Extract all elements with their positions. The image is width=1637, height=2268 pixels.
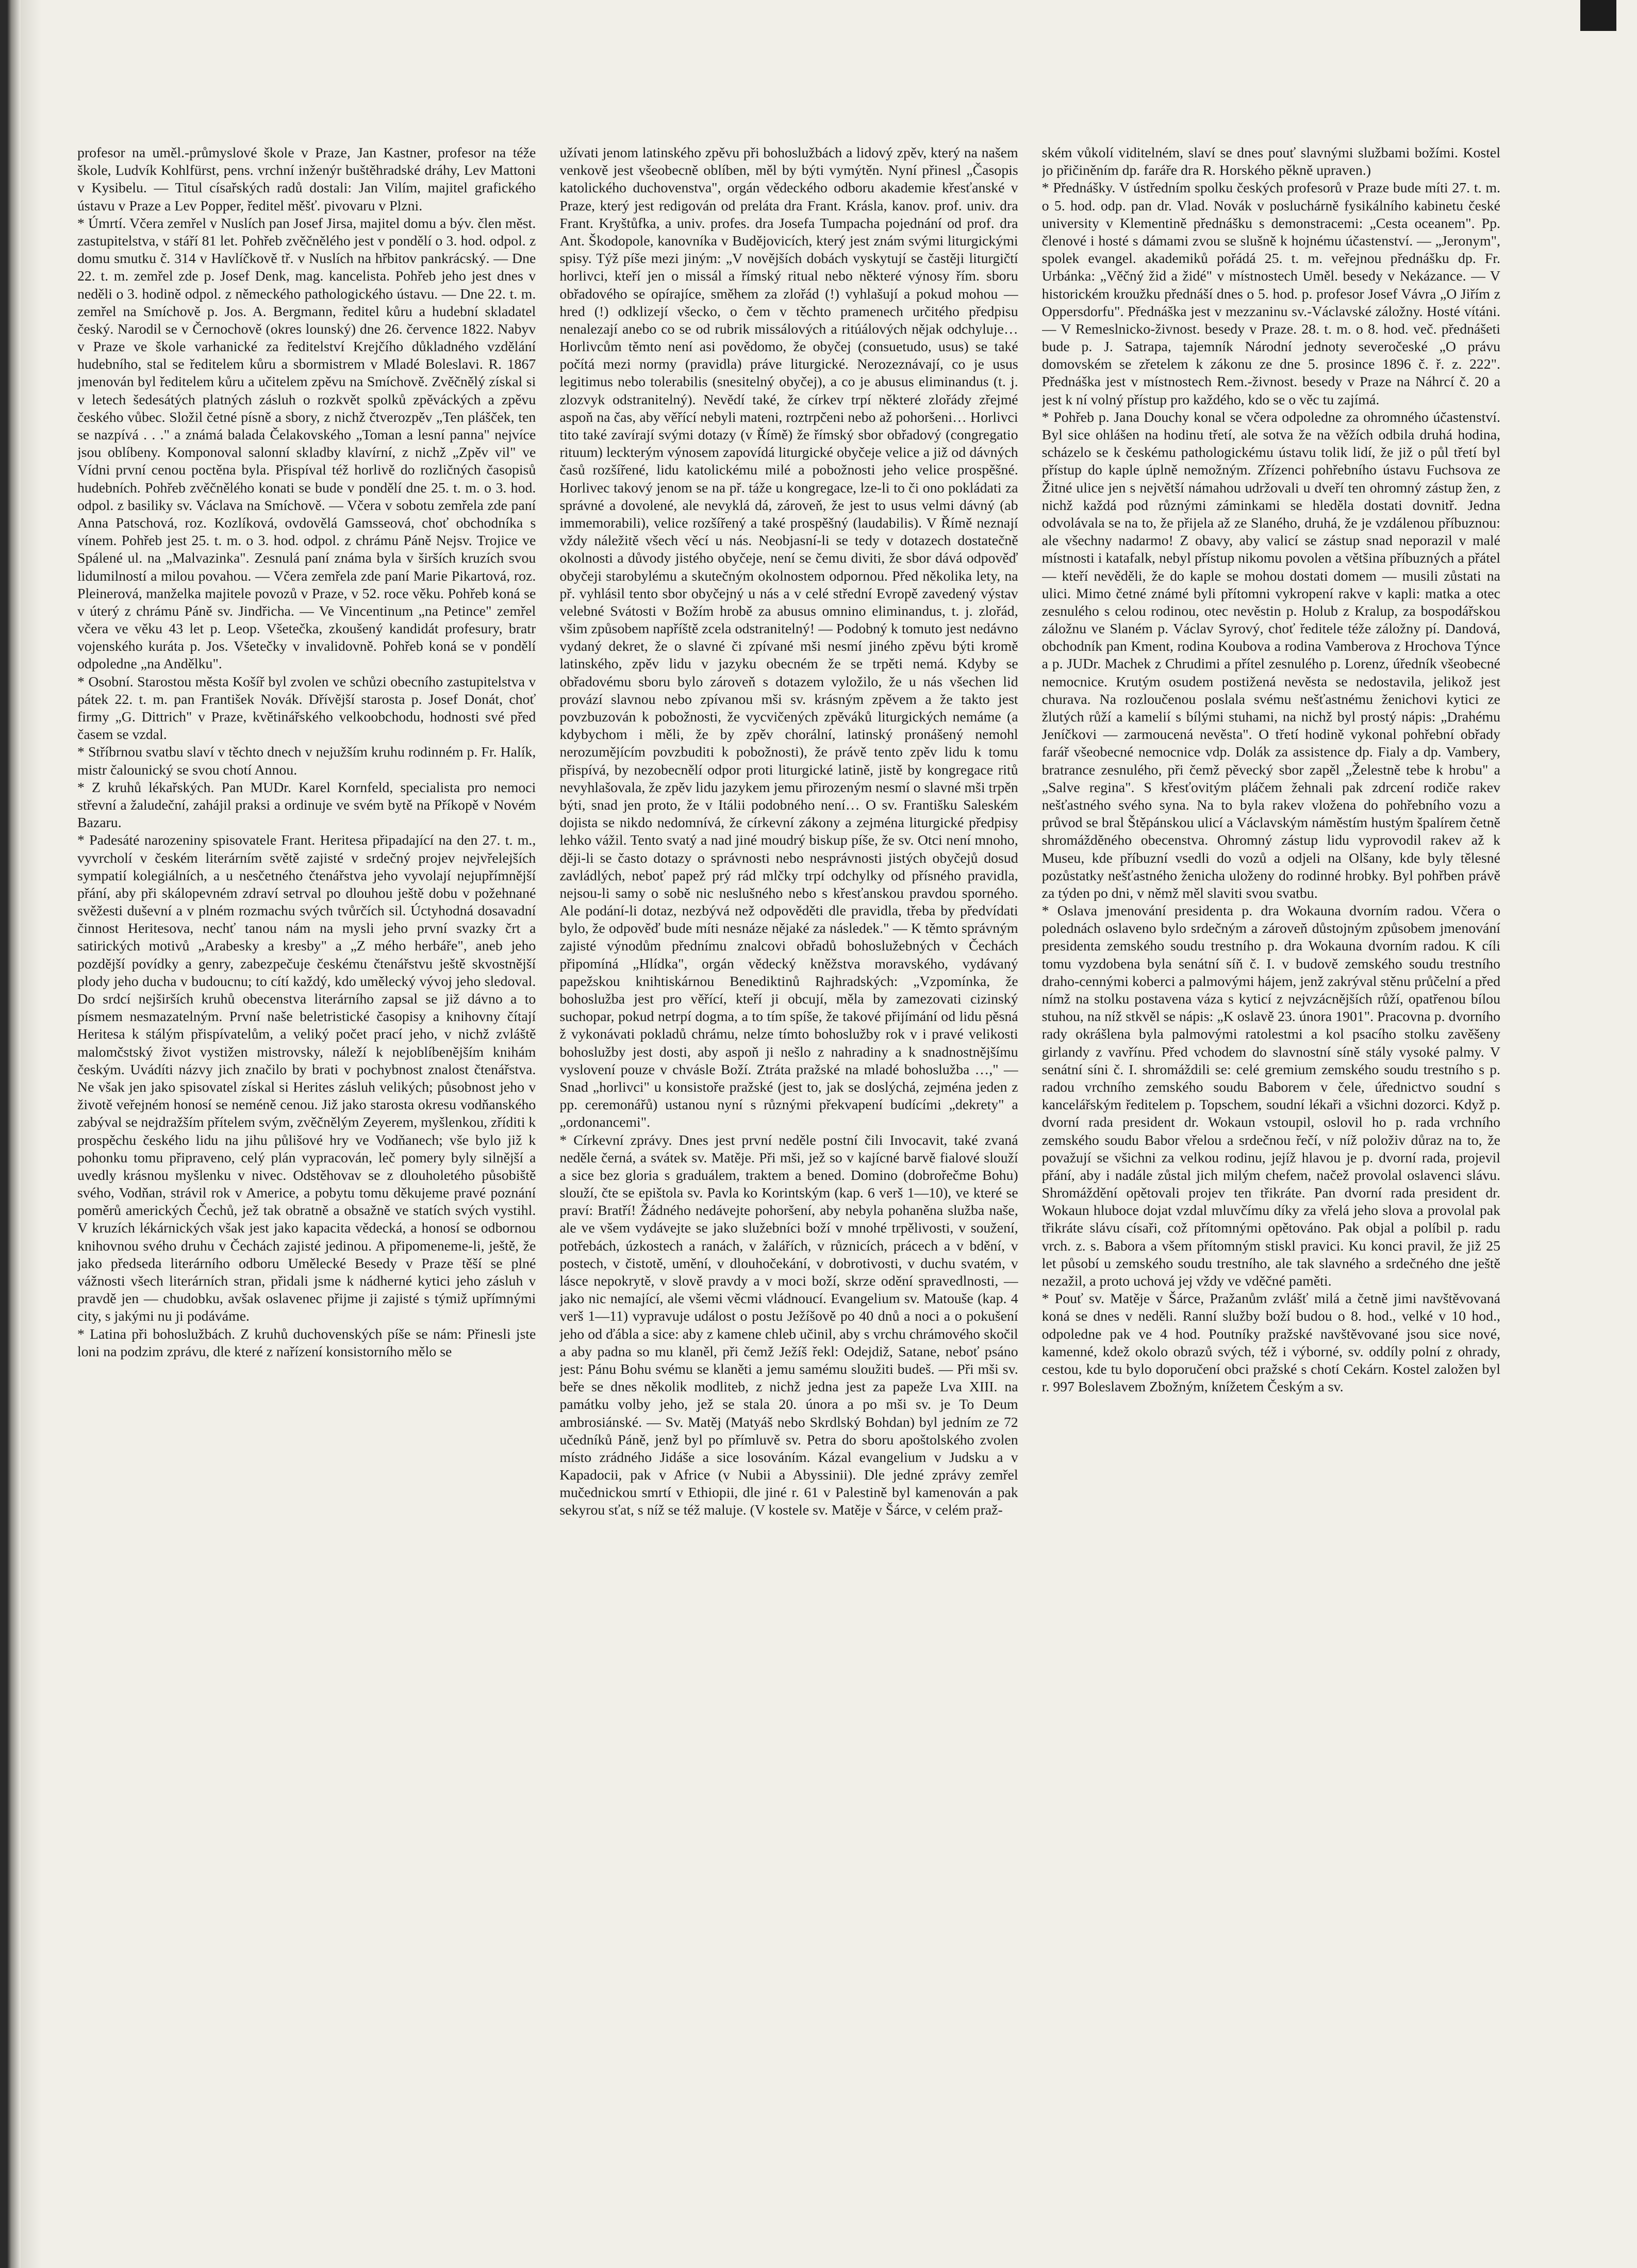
paragraph: ském vůkolí viditelném, slaví se dnes pouť slavnými službami božími. Kostel jo přičiněním dp. faráře dra R. Horského pěkně upraven.): [1041, 145, 1500, 179]
paragraph: profesor na uměl.-průmyslové škole v Praze, Jan Kastner, profesor na téže škole, Ludvík Kohlfürst, pens. vrchní inženýr buštěhradské dráhy, Lev Mattoni v Kysibelu. — Titul císařských radů dostali: Jan Vilím, majitel grafického ústavu v Praze a Lev Popper, ředitel měšť. pivovaru v Plzni.: [77, 145, 536, 214]
paragraph-pout-sv-mateje: * Pouť sv. Matěje v Šárce, Pražanům zvlášť milá a četně jimi navštěvovaná koná se dnes v neděli. Ranní služby boží budou o 8. hod., velké v 10 hod., odpoledne pak ve 4 hod. Poutníky pražské navštěvované jsou sice nové, kamenné, kdež okolo obrazů svých, též i výborné, sv. oddíly polní z ohrady, cestou, kde tu bylo doporučení obci pražské s chotí Cekárn. Kostel založen byl r. 997 Boleslavem Zbožným, knížetem Českým a sv.: [1041, 1291, 1500, 1395]
text-column-3: [1042, 144, 1500, 2119]
paragraph-z-kruhu-lekarskych: * Z kruhů lékařských. Pan MUDr. Karel Kornfeld, specialista pro nemoci střevní a žaludeční, zahájil praksi a ordinuje ve svém bytě na Příkopě v Novém Bazaru.: [77, 779, 536, 831]
paragraph-latina: * Latina při bohoslužbách. Z kruhů duchovenských píše se nám: Přinesli jste loni na podzim zprávu, dle které z nařízení konsistorního mělo se: [77, 1326, 536, 1360]
paragraph-prednasky: * Přednášky. V ústředním spolku českých profesorů v Praze bude míti 27. t. m. o 5. hod. odp. pan dr. Vlad. Novák v posluchárně fysikálního kabinetu české university v Klementině přednášku s demonstracemi: „Cesta oceanem". Pp. členové i hosté s dámami zvou se slušně k hojnému účastenství. — „Jeronym", spolek evangel. akademiků pořádá 25. t. m. veřejnou přednášku dp. Fr. Urbánka: „Věčný žid a židé" v místnostech Uměl. besedy v Nekázance. — V historickém kroužku přednáší dnes o 5. hod. p. profesor Josef Vávra „O Jiřím z Oppersdorfu". Přednáška jest v mezzaninu sv.-Václavské záložny. Hosté vítáni. — V Remeslnicko-živnost. besedy v Praze. 28. t. m. o 8. hod. več. přednášeti bude p. J. Satrapa, tajemník Národní jednoty severočeské „O právu domovském se zřetelem k zákonu ze dne 5. prosince 1896 č. ř. z. 222". Přednáška jest v místnostech Rem.-živnost. besedy v Praze na Náhrcí č. 20 a jest k ní volný přístup pro každého, kdo se o věc tu zajímá.: [1041, 180, 1500, 408]
page-fold-shadow: [21, 0, 41, 2268]
text-column-1: [77, 144, 536, 2119]
paragraph-pohreb: * Pohřeb p. Jana Douchy konal se včera odpoledne za ohromného účastenství. Byl sice ohlášen na hodinu třetí, ale sotva že na věžích odbila druhá hodina, scházelo se k českému pathologickému ústavu tolik lidí, že již o půl třetí byl přístup do kaple úplně nemožným. Zřízenci pohřebního ústavu Fuchsova ze Žitné ulice jen s největší námahou udržovali u dveří ten ohromný zástup žen, z nichž každá pod různými záminkami se hleděla dostati dovnitř. Jedna odvolávala se na to, že přijela až ze Slaného, druhá, že je vzdálenou příbuznou: ale všechny nadarmo! Z obavy, aby valicí se zástup snad neporazil v malé místnosti i katafalk, nebyl přístup nikomu povolen a většina příbuzných a přátel — kteří nevěděli, že do kaple se mohou dostati domem — musili zůstati na ulici. Mimo četné známé byli přítomni vykropení rakve v kapli: matka a otec zesnulého s celou rodinou, otec nevěstin p. Holub z Kralup, za bospodářskou záložnu ve Slaném p. Václav Syrový, choť ředitele téže záložny pí. Dandová, obchodník pan Kment, rodina Koubova a rodina Vamberova z Hrochova Týnce a p. JUDr. Machek z Chrudimi a přítel zesnulého p. Lorenz, úředník všeobecné nemocnice. Krutým osudem postižená nevěsta se nedostavila, jelikož jest churava. Na rozloučenou poslala svému nešťastnému ženichovi kytici ze žlutých růží a kamelií s bílými stuhami, na nichž byl prostý nápis: „Drahému Jeníčkovi — zarmoucená nevěsta". O třetí hodině vykonal pohřební obřady farář všeobecné nemocnice vdp. Dolák za assistence dp. Fialy a dp. Vambery, bratrance zesnulého, při čemž pěvecký sbor zapěl „Želestně tebe k hrobu" a „Salve regina". S křesťovitým pláčem žehnali pak zdrcení rodiče rakev nešťastného svého syna. Na to byla rakev vložena do pohřebního vozu a průvod se bral Štěpánskou ulicí a Václavským náměstím hustým špalírem četně shromážděného obecenstva. Ohromný zástup lidu vyprovodil rakev až k Museu, kde příbuzní vsedli do vozů a odjeli na Olšany, kde byly tělesné pozůstatky nešťastného ženicha uloženy do rodinné hrobky. Byl pohřben právě za týden po dni, v němž měl slaviti svou svatbu.: [1041, 409, 1500, 901]
paragraph-cirkevni-zpravy: * Církevní zprávy. Dnes jest první neděle postní čili Invocavit, také zvaná neděle černá, a svátek sv. Matěje. Při mši, jež so v kajícné barvě fialové slouží a sice bez gloria s graduálem, traktem a bened. Domino (dobrořečme Bohu) slouží, čte se epištola sv. Pavla ko Korintským (kap. 6 verš 1—10), ve které se praví: Bratří! Žádného nedávejte pohoršení, aby nebyla pohaněna služba naše, ale ve všem vydávejte se jako služebníci boží v mnohé trpělivosti, v soužení, potřebách, úzkostech a ranách, v žalářích, v různicích, prácech a v bdění, v postech, v čistotě, umění, v dlouhočekání, v dobrotivosti, v duchu svatém, v lásce nepokrytě, v slově pravdy a v moci boží, skrze odění spravedlnosti, — jako nic nemající, ale všemi věcmi vládnoucí. Evangelium sv. Matouše (kap. 4 verš 1—11) vypravuje událost o postu Ježíšově po 40 dnů a noci a o pokušení jeho od ďábla a sice: aby z kamene chleb učinil, aby s vrchu chrámového skočil a aby padna so mu klaněl, při čemž Ježíš řekl: Odejdiž, Satane, neboť psáno jest: Pánu Bohu svému se klaněti a jemu samému sloužiti budeš. — Při mši sv. beře se dnes několik modliteb, z nichž jedna jest za papeže Lva XIII. na památku volby jeho, jež se stala 20. února a po mši sv. je To Deum ambrosiánské. — Sv. Matěj (Matyáš nebo Skrdlský Bohdan) byl jedním ze 72 učedníků Páně, jenž byl po přímluvě sv. Petra do sboru apoštolského zvolen místo zrádného Jidáše a sice losováním. Kázal evangelium v Judsku a v Kapadocii, pak v Africe (v Nubii a Abyssinii). Dle jedné zprávy zemřel mučednickou smrtí v Ethiopii, dle jiné r. 61 v Palestině byl kamenován a pak sekyrou sťat, s níž se též maluje. (V kostele sv. Matěje v Šárce, v celém praž-: [559, 1132, 1018, 1519]
scan-edge-left: [0, 0, 21, 2268]
scan-corner-mark: [1580, 0, 1616, 31]
paragraph-umrti: * Úmrtí. Včera zemřel v Nuslích pan Josef Jirsa, majitel domu a býv. člen měst. zastupitelstva, v stáří 81 let. Pohřeb zvěčnělého jest v pondělí o 3. hod. odpol. z domu smutku č. 314 v Havlíčkově tř. v Nuslích na hřbitov pankrácský. — Dne 22. t. m. zemřel zde p. Josef Denk, mag. kancelista. Pohřeb jeho jest dnes v neděli o 3. hodině odpol. z německého pathologického ústavu. — Dne 22. t. m. zemřel na Smíchově p. Jos. A. Bergmann, ředitel kůru a hudební skladatel český. Narodil se v Černochově (okres lounský) dne 26. července 1822. Nabyv v Praze ve škole varhanické za ředitelství Krejčího důkladného vzdělání hudebního, stal se ředitelem kůru a sbormistrem v Mladé Boleslavi. R. 1867 jmenován byl ředitelem kůru a učitelem zpěvu na Smíchově. Zvěčnělý získal si v letech šedesátých platných zásluh o rozkvět spolků zpěváckých a zpěvu českého vůbec. Složil četné písně a sbory, z nichž čtverozpěv „Ten plášček, ten se nazpívá . . ." a známá balada Čelakovského „Toman a lesní panna" nejvíce jsou oblíbeny. Komponoval salonní skladby klavírní, z nichž „Zpěv vil" ve Vídni první cenou poctěna byla. Přispíval též horlivě do rozličných časopisů hudebních. Pohřeb zvěčnělého konati se bude v pondělí dne 25. t. m. o 3. hod. odpol. z basiliky sv. Václava na Smíchově. — Včera v sobotu zemřela zde paní Anna Patschová, roz. Kozlíková, ovdovělá Gamsseová, choť obchodníka s vínem. Pohřeb jest 25. t. m. o 3. hod. odpol. z chrámu Páně Nejsv. Trojice ve Spálené ul. na „Malvazinka". Zesnulá paní známa byla v širších kruzích svou lidumilností a milou povahou. — Včera zemřela zde paní Marie Pikartová, roz. Pleinerová, manželka majitele povozů v Praze, v 52. roce věku. Pohřeb koná se v úterý z chrámu Páně sv. Jindřicha. — Ve Vincentinum „na Petince" zemřel včera ve věku 43 let p. Leop. Všetečka, zkoušený kandidát profesury, bratr vojenského kuráta p. Jos. Všetečky v invalidovně. Pohřeb koná se v pondělí odpoledne „na Andělku".: [77, 215, 536, 672]
paragraph-stribrna-svatba: * Stříbrnou svatbu slaví v těchto dnech v nejužším kruhu rodinném p. Fr. Halík, mistr čalounický se svou chotí Annou.: [77, 744, 536, 778]
paragraph-padesate-narozeniny: * Padesáté narozeniny spisovatele Frant. Heritesa připadající na den 27. t. m., vyvrcholí v českém literárním světě zajisté v srdečný projev nejvřelejších sympatií kolegiálních, a u nesčetného čtenářstva jeho vyvolají nejupřímnější přání, aby při skálopevném zdraví setrval po dlouhou ještě dobu v požehnané svěžesti duševní a v plném rozmachu svých tvůrčích sil. Úctyhodná dosavadní činnost Heritesova, nechť tanou nám na mysli jeho první svazky črt a satirických motivů „Arabesky a kresby" a „Z mého herbáře", aneb jeho pozdější povídky a genry, zabezpečuje českému čtenářstvu ještě skvostnější plody jeho ducha v budoucnu; to cítí každý, kdo umělecký vývoj jeho sledoval. Do srdcí nejširších kruhů obecenstva literárního zapsal se již dávno a to písmem nesmazatelným. První naše beletristické časopisy a knihovny čítají Heritesa k stálým přispívatelům, a veliký počet prací jeho, v nichž zvláště malomčstský život vystižen mistrovsky, náleží k nejoblíbenějším knihám českým. Uvádíti názvy jich značilo by brati v pochybnost znalost čtenářstva. Ne však jen jako spisovatel získal si Herites zásluh velikých; působnost jeho v životě veřejném honosí se neméně cenou. Již jako starosta okresu vodňanského zabýval se nejdražším přítelem svým, zvěčnělým Zeyerem, myšlenkou, zříditi k prospěchu českého lidu na jihu půlišové hry ve Vodňanech; vše bylo již k pohonku tomu připraveno, celý plán vypracován, leč pomery byly silnější a uvedly krásnou myšlenku v nivec. Odstěhovav se z dlouholetého působiště svého, Vodňan, strávil rok v Americe, a pobytu tomu děkujeme pravé poznání poměrů amerických Čechů, jež tak obratně a obsažně ve statích svých vystihl. V kruzích lékárnických však jest jako kapacita vědecká, a honosí se odbornou knihovnou svého druhu v Čechách zajisté jedinou. A připomeneme-li, ještě, že jako předseda literárního odboru Umělecké Besedy v Praze těší se plné vážnosti všech literárních stran, přidali jsme k nádherné kytici jeho zásluh v pravdě jen — chudobku, avšak oslavenec přijme ji zajisté s týmiž upřímnými city, s jakými nu ji podáváme.: [77, 832, 536, 1325]
newspaper-page: [77, 144, 1500, 2119]
paragraph-oslava-jmenovani: * Oslava jmenování presidenta p. dra Wokauna dvorním radou. Včera o polednách oslaveno bylo srdečným a zároveň důstojným způsobem jmenování presidenta zemského soudu trestního p. dra Wokauna dvorním radou. K cíli tomu vyzdobena byla senátní síň č. I. v budově zemského soudu trestního draho-cennými koberci a palmovými hájem, jenž zakrýval stěnu průčelní a před nímž na stolku postavena váza s kyticí z nejvzácnějších růží, opatřenou bílou stuhou, na níž stkvěl se nápis: „K oslavě 23. února 1901". Pracovna p. dvorního rady okrášlena byla palmovými ratolestmi a kol psacího stolku zavěšeny girlandy z vavřínu. Před vchodem do slavnostní síně stály vysoké palmy. V senátní síni č. I. shromáždili se: celé gremium zemského soudu trestního s p. radou vrchního zemského soudu Baborem v čele, úřednictvo soudní s kancelářským ředitelem p. Topschem, soudní lékaři a všichni dozorci. Když p. dvorní rada president dr. Wokaun vstoupil, oslovil ho p. rada vrchního zemského soudu Babor vřelou a srdečnou řečí, v níž položiv důraz na to, že považují se všichni za velkou rodinu, jejíž hlavou je p. dvorní rada, projevil přání, aby i nadále zůstal jich milým chefem, načež provolal oslavenci slávu. Shromáždění opětovali projev ten třikráte. Pan dvorní rada president dr. Wokaun hluboce dojat vzdal mluvčímu díky za vřelá jeho slova a provolal pak třikráte slávu císaři, což přítomnými opětováno. Pak objal a políbil p. radu vrch. z. s. Babora a všem přítomným stiskl pravici. Ku konci pravil, že již 25 let působí u zemského soudu trestního, ale tak slavného a srdečného dne ještě nezažil, a proto uchová jej vždy ve vděčné paměti.: [1041, 903, 1500, 1289]
paragraph-osobni: * Osobní. Starostou města Košíř byl zvolen ve schůzi obecního zastupitelstva v pátek 22. t. m. pan František Novák. Dřívější starosta p. Josef Donát, choť firmy „G. Dittrich" v Praze, květinářského velkoobchodu, hodnosti své před časem se vzdal.: [77, 673, 536, 743]
text-column-2: [559, 144, 1018, 2119]
paragraph: užívati jenom latinského zpěvu při bohoslužbách a lidový zpěv, který na našem venkově jest všeobecně oblíben, měl by býti vymýtěn. Nyní přinesl „Časopis katolického duchovenstva", orgán vědeckého odboru akademie křesťanské v Praze, který jest redigován od preláta dra Frant. Krásla, kanov. prof. univ. dra Frant. Kryštůfka, a univ. profes. dra Josefa Tumpacha pojednání od prof. dra Ant. Škodopole, kanovníka v Budějovicích, který jest znám svými liturgickými spisy. Týž píše mezi jiným: „V novějších dobách vyskytují se častěji liturgičtí horlivci, kteří jen o missál a římský ritual nebo některé výnosy řím. sboru obřadového se opírajíce, směhem za zlořád (!) vyhlašují a pokud mohou — hred (!) odklizejí všecko, o čem v těchto pramenech určitého předpisu nenalezají anebo co se od rubrik missálových a ritúálových nějak odchyluje… Horlivcům těmto není asi povědomo, že obyčej (consuetudo, usus) se také počítá mezi normy (pravidla) práve liturgické. Nerozeznávají, co je usus legitimus nebo tolerabilis (snesitelný obyčej), a co je abusus eliminandus (t. j. zlozvyk odstranitelný). Nevědí také, že církev trpí některé zlořády zřejmé aspoň na čas, aby věřící nebyli mateni, roztrpčeni nebo až pohoršeni… Horlivci tito také zavírají svými dotazy (v Římě) že římský sbor obřadový (congregatio rituum) leckterým výnosem zapovídá liturgické obyčeje velice a již od dávných časů rozšířené, lidu katolickému milé a pobožnosti jeho velice prospěšné. Horlivec takový jenom se na př. táže u kongregace, lze-li to či ono pokládati za správné a dovolené, ale nevyklá dá, zároveň, že jest to usus velmi dávný (ab immemorabili), velice rozšířený a také prospěšný (laudabilis). V Římě neznají vždy náležitě všech věcí u nás. Neobjasní-li se tedy v dotazech dostatečně okolnosti a důvody jistého obyčeje, není se čemu diviti, že sbor dává odpověď obyčeji starobylému a skutečným okolnostem odpornou. Před několika lety, na př. vyhlásil tento sbor obyčejný u nás a v celé střední Evropě zavedený výstav velebné Svátosti v Božím hrobě za abusus omnino eliminandus, t. j. zlořád, všim způsobem napříště zcela odstranitelný! — Podobný k tomuto jest nedávno vydaný dekret, že o slavné či zpívané mši nesmí jiného zpěvu býti kromě latinského, zpěv lidu v jazyku obecném že se trpěti nemá. Kdyby se obřadovému sboru bylo zároveň s dotazem vyložilo, že u nás všechen lid provází slavnou nebo zpívanou mši sv. krásným zpěvem a že takto jest povzbuzován k pobožnosti, že vycvičených zpěváků liturgických nemáme (a kdybychom i měli, že by zpěv chorální, latinský pronášený nemohl nerozumějícím povzbuditi k pobožnosti), že právě tento zpěv lidu k tomu přispívá, by nezobecnělí odpor proti liturgické latině, jistě by kongregace ritů nevyhlašovala, že zpěv lidu jazykem jemu přirozeným nesmí o slavné mši trpěn býti, snad jen proto, že v Itálii podobného není… O sv. Františku Saleském dojista se nikdo nedomnívá, že církevní zákony a zejména liturgické předpisy lehko vážil. Tento svatý a nad jiné moudrý biskup píše, že sv. Otci není mnoho, ději-li se často dotazy o správnosti nebo nesprávnosti jistých obyčejů dosud zavládlých, neboť papež prý rád mlčky trpí odchylky od přísného pravidla, nejsou-li samy o sobě nic neslušného nebo s křesťanskou pravdou sporného. Ale podání-li dotaz, nezbývá než odpověděti dle pravidla, třeba by předvídati bylo, že odpověď bude míti nesnáze nějaké za následek." — K těmto správným zajisté výnodům přednímu znalcovi obřadů bohoslužebných v Čechách připomíná „Hlídka", orgán vědecký kněžstva moravského, vydávaný papežskou knihtiskárnou Benediktinů Rajhradských: „Vzpomínka, že bohoslužba jest pro věřící, kteří ji obcují, měla by zamezovati cizinský suchopar, pokud netrpí dogma, a to tím spíše, že takové přijímání od lidu pěsná ž vykonávati pokladů chrámu, nelze tímto bohoslužby rok v i pravé velikosti bohoslužby jest dosti, aby aspoň ji nešlo z nahradiny a k snadnostnějšímu vyslovení pouze v chvásle Boží. Ztráta pražské na mladé bohoslužba …," — Snad „horlivci" u konsistoře pražské (jest to, jak se doslýchá, zejména jeden z pp. ceremonářů) ustanou nyní s různými překvapení budícími „dekrety" a „ordonancemi".: [559, 145, 1018, 1131]
